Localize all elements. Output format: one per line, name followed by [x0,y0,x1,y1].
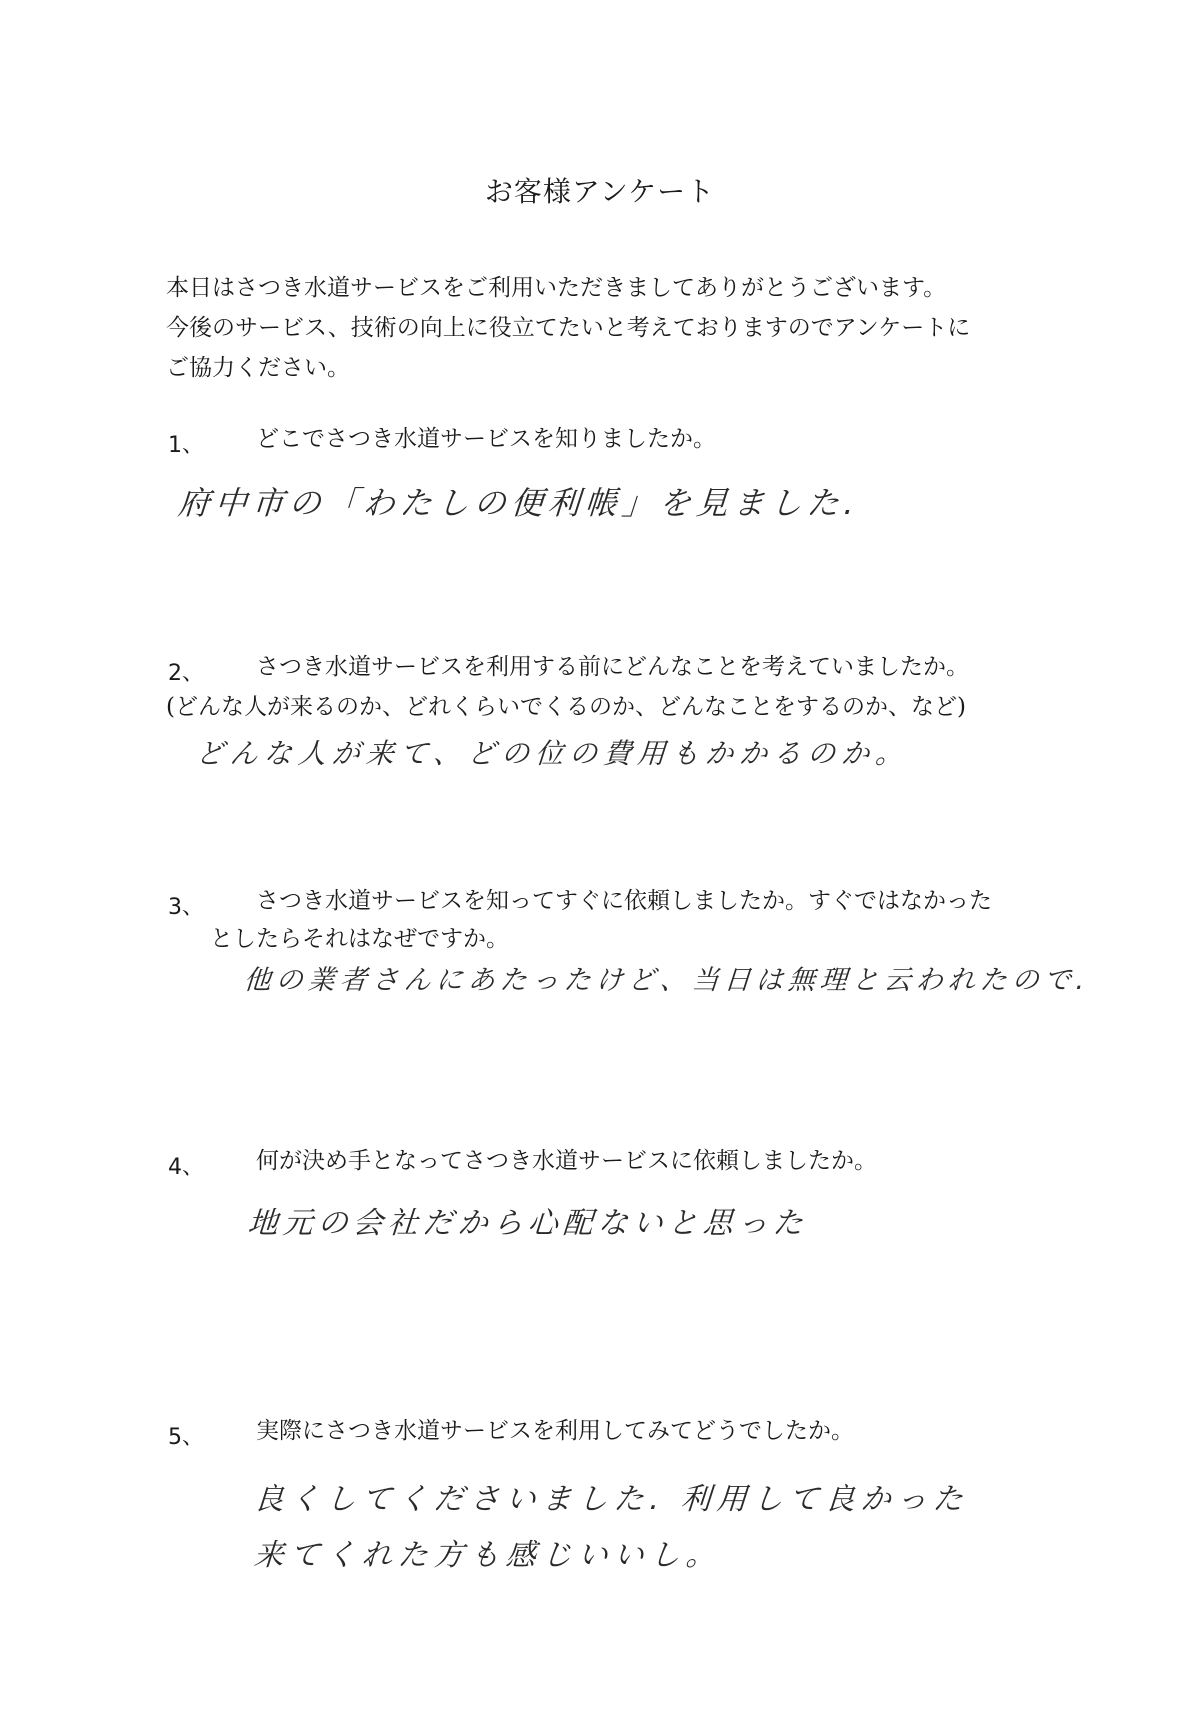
question-5-number: 5、 [168,1425,204,1450]
question-3-number: 3、 [168,895,204,920]
answer-1: 府中市の「わたしの便利帳」を見ました. [176,484,861,522]
question-1-number: 1、 [168,433,204,458]
question-2-number: 2、 [168,661,204,686]
question-4-text: 何が決め手となってさつき水道サービスに依頼しましたか。 [256,1148,877,1174]
question-2-subtext: (どんな人が来るのか、どれくらいでくるのか、どんなことをするのか、など) [166,694,966,720]
answer-2: どんな人が来て、どの位の費用もかかるのか。 [194,737,911,770]
intro-line-2: 今後のサービス、技術の向上に役立てたいと考えておりますのでアンケートに [166,315,971,341]
answer-4: 地元の会社だから心配ないと思った [246,1206,809,1241]
question-2-text: さつき水道サービスを利用する前にどんなことを考えていましたか。 [256,654,969,680]
question-3-text-line-2: としたらそれはなぜですか。 [210,926,509,952]
page-title: お客様アンケート [484,175,716,208]
intro-line-1: 本日はさつき水道サービスをご利用いただきましてありがとうございます。 [166,275,947,301]
question-3-text: さつき水道サービスを知ってすぐに依頼しましたか。すぐではなかった [256,888,992,914]
question-5-text: 実際にさつき水道サービスを利用してみてどうでしたか。 [256,1418,854,1444]
answer-5-line-1: 良くしてくださいました. 利用して良かった [252,1482,971,1517]
question-4-number: 4、 [168,1155,204,1180]
intro-text [166,268,1066,388]
answer-5-line-2: 来てくれた方も感じいいし。 [252,1538,723,1573]
question-1-text: どこでさつき水道サービスを知りましたか。 [256,426,716,452]
answer-3: 他の業者さんにあたったけど、当日は無理と云われたので. [242,965,1091,996]
intro-line-3: ご協力ください。 [166,355,350,381]
